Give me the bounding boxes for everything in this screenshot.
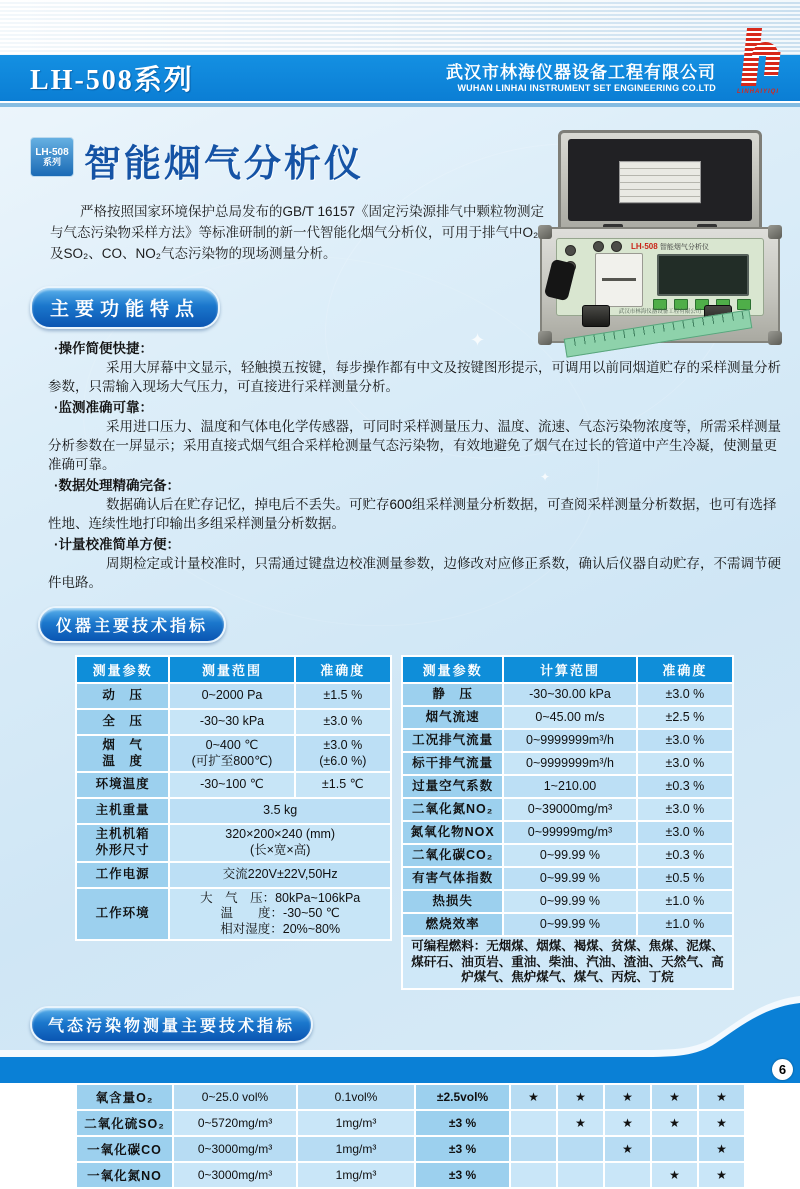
star-icon: ★	[716, 1167, 727, 1182]
model-star-cell	[511, 1085, 556, 1109]
spec-param-cell: 烟 气 温 度	[77, 736, 168, 771]
series-badge	[30, 137, 74, 177]
spec-value-cell: ±3.0 %	[638, 684, 732, 705]
spec-column-header: 测量范围	[170, 657, 293, 682]
model-star-cell	[699, 1085, 744, 1109]
case-lid	[558, 130, 762, 230]
gas-accuracy-cell: ±3 %	[416, 1137, 509, 1161]
model-star-cell	[558, 1085, 603, 1109]
page-number: 6	[772, 1059, 793, 1080]
spec-row	[403, 868, 732, 889]
panel-title	[631, 242, 709, 252]
star-icon: ★	[622, 1115, 633, 1130]
spec-param-cell: 主机机箱 外形尺寸	[77, 825, 168, 860]
star-icon: ★	[528, 1089, 539, 1104]
model-star-cell	[652, 1111, 697, 1135]
gas-range-cell: 0~3000mg/m³	[174, 1163, 296, 1187]
spec-column-header: 准确度	[296, 657, 390, 682]
header-bar	[0, 55, 800, 101]
spec-row	[403, 914, 732, 935]
spec-value-cell: 0~99999mg/m³	[504, 822, 636, 843]
spec-value-cell: 0~9999999m³/h	[504, 730, 636, 751]
sparkle-icon: ✦	[470, 330, 486, 350]
model-empty-cell	[511, 1163, 556, 1187]
spec-value-cell: 0~99.99 %	[504, 914, 636, 935]
feature-heading: ·数据处理精确完备：	[54, 478, 180, 493]
spec-row	[403, 730, 732, 751]
spec-value-cell: ±3.0 %	[638, 799, 732, 820]
gas-row	[77, 1137, 744, 1161]
spec-value-cell: ±3.0 %	[296, 710, 390, 734]
spec-value-cell: ±1.5 ℃	[296, 773, 390, 797]
panel-label-text: 智能烟气分析仪	[659, 244, 709, 251]
spec-value-cell: 0~9999999m³/h	[504, 753, 636, 774]
gas-param-cell: 一氧化碳CO	[77, 1137, 172, 1161]
gas-range-cell: 0~25.0 vol%	[174, 1085, 296, 1109]
logo-stroke	[764, 52, 781, 76]
spec-param-cell: 静 压	[403, 684, 502, 705]
spec-column-header: 测量参数	[77, 657, 168, 682]
spec-row	[77, 825, 390, 860]
model-empty-cell	[558, 1163, 603, 1187]
star-icon: ★	[716, 1141, 727, 1156]
instrument-spec-table-left	[75, 655, 392, 941]
star-icon: ★	[575, 1115, 586, 1130]
feature-body: 数据确认后在贮存记忆，掉电后不丢失。可贮存600组采样测量分析数据，可查阅采样测量分析数据，也可有选择性地、连续性地打印输出多组采样测量分析数据。	[48, 497, 777, 531]
gas-resolution-cell: 1mg/m³	[298, 1111, 414, 1135]
series-badge-suffix: 系列	[42, 156, 61, 167]
printer-slot	[595, 253, 643, 307]
spec-row	[403, 684, 732, 705]
spec-param-cell: 烟气流速	[403, 707, 502, 728]
star-icon: ★	[622, 1141, 633, 1156]
spec-value-cell: ±1.0 %	[638, 891, 732, 912]
logo-h-icon	[729, 28, 789, 86]
product-photo	[540, 130, 780, 368]
star-icon: ★	[716, 1089, 727, 1104]
gas-row	[77, 1111, 744, 1135]
spec-value-cell: ±1.5 %	[296, 684, 390, 708]
star-icon: ★	[716, 1115, 727, 1130]
gas-param-cell: 二氧化硫SO₂	[77, 1111, 172, 1135]
spec-value-cell: 0~99.99 %	[504, 891, 636, 912]
model-star-cell	[605, 1111, 650, 1135]
spec-value-cell: ±0.3 %	[638, 845, 732, 866]
spec-row	[403, 753, 732, 774]
gas-param-cell: 一氧化氮NO	[77, 1163, 172, 1187]
section-title-instrument-specs: 仪器主要技术指标	[38, 606, 226, 643]
model-empty-cell	[511, 1137, 556, 1161]
feature-heading: ·计量校准简单方便：	[54, 537, 180, 552]
case-lid-inner	[568, 139, 752, 221]
spec-value-cell: 3.5 kg	[170, 799, 390, 823]
series-title: LH-508系列	[30, 65, 194, 96]
spec-row	[403, 776, 732, 797]
spec-value-cell: 0~400 ℃ (可扩至800℃)	[170, 736, 293, 771]
product-intro: 严格按照国家环境保护总局发布的GB/T 16157《固定污染源排气中颗粒物测定与气态污染物采样方法》等标准研制的新一代智能化烟气分析仪，可用于排气中O₂及SO₂、CO、NO₂气态污染物的现场测量分析。	[50, 204, 545, 261]
series-badge-model: LH-508	[35, 146, 69, 158]
logo-text: LINHAIYIQI	[736, 89, 779, 95]
case-body	[540, 227, 780, 343]
gas-row	[77, 1163, 744, 1187]
spec-param-cell: 工作电源	[77, 863, 168, 887]
header-pinstripes	[0, 0, 800, 55]
spec-value-cell: 0~2000 Pa	[170, 684, 293, 708]
footer-curve	[0, 1001, 800, 1083]
case-corner	[768, 225, 782, 239]
spec-param-cell: 二氧化氮NO₂	[403, 799, 502, 820]
star-icon: ★	[622, 1089, 633, 1104]
spec-value-cell: -30~100 ℃	[170, 773, 293, 797]
spec-value-cell: 1~210.00	[504, 776, 636, 797]
spec-column-header: 准确度	[638, 657, 732, 682]
spec-value-cell: 0~39000mg/m³	[504, 799, 636, 820]
spec-value-cell: ±1.0 %	[638, 914, 732, 935]
spec-param-cell: 标干排气流量	[403, 753, 502, 774]
company-name-en: WUHAN LINHAI INSTRUMENT SET ENGINEERING CO.LTD	[457, 82, 716, 93]
gas-row	[77, 1085, 744, 1109]
spec-value-cell: -30~30 kPa	[170, 710, 293, 734]
gas-accuracy-cell: ±3 %	[416, 1111, 509, 1135]
page-header	[0, 0, 800, 107]
section-title-gas-specs: 气态污染物测量主要技术指标	[30, 1006, 313, 1043]
spec-value-cell: 交流220V±22V,50Hz	[170, 863, 390, 887]
feature-heading: ·监测准确可靠：	[54, 400, 153, 415]
spec-value-cell: ±3.0 %	[638, 822, 732, 843]
spec-value-cell: ±0.3 %	[638, 776, 732, 797]
model-star-cell	[605, 1137, 650, 1161]
panel-caption: 武汉市林海仪器设备工程有限公司	[618, 309, 702, 315]
case-corner	[768, 331, 782, 345]
model-star-cell	[699, 1111, 744, 1135]
gas-resolution-cell: 1mg/m³	[298, 1137, 414, 1161]
model-star-cell	[699, 1163, 744, 1187]
case-corner	[538, 331, 552, 345]
spec-tables-row	[75, 655, 770, 990]
feature-body: 采用大屏幕中文显示，轻触摸五按键，每步操作都有中文及按键图形提示，可调用以前同烟道贮存的采样测量分析参数，只需输入现场大气压力，可直接进行采样测量分析。	[48, 360, 781, 394]
spec-row	[77, 684, 390, 708]
feature-list	[48, 339, 790, 592]
spec-param-cell: 全 压	[77, 710, 168, 734]
lcd-display	[657, 254, 749, 296]
spec-value-cell: ±0.5 %	[638, 868, 732, 889]
spec-value-cell: ±2.5 %	[638, 707, 732, 728]
spec-row	[77, 736, 390, 771]
spec-param-cell: 工作环境	[77, 889, 168, 940]
company-name-cn: 武汉市林海仪器设备工程有限公司	[446, 63, 716, 83]
sparkle-icon: ✦	[540, 470, 551, 484]
gas-accuracy-cell: ±3 %	[416, 1163, 509, 1187]
model-empty-cell	[558, 1137, 603, 1161]
spec-value-cell: 320×200×240 (mm) (长×宽×高)	[170, 825, 390, 860]
star-icon: ★	[669, 1167, 680, 1182]
logo-stroke	[741, 28, 762, 86]
gas-range-cell: 0~3000mg/m³	[174, 1137, 296, 1161]
spec-row	[403, 891, 732, 912]
company-logo	[726, 28, 790, 104]
spec-param-cell: 有害气体指数	[403, 868, 502, 889]
spec-param-cell: 主机重量	[77, 799, 168, 823]
spec-row	[77, 863, 390, 887]
spec-column-header: 测量参数	[403, 657, 502, 682]
spec-row	[403, 707, 732, 728]
gas-accuracy-cell: ±2.5vol%	[416, 1085, 509, 1109]
model-star-cell	[652, 1163, 697, 1187]
spec-param-cell: 动 压	[77, 684, 168, 708]
connector-port	[593, 241, 604, 252]
model-empty-cell	[605, 1163, 650, 1187]
spec-value-cell: 0~99.99 %	[504, 845, 636, 866]
case-corner	[538, 225, 552, 239]
spec-param-cell: 过量空气系数	[403, 776, 502, 797]
spec-param-cell: 燃烧效率	[403, 914, 502, 935]
case-latch	[582, 305, 610, 327]
model-star-cell	[605, 1085, 650, 1109]
spec-value-cell: ±3.0 %	[638, 730, 732, 751]
fuel-note: 可编程燃料：无烟煤、烟煤、褐煤、贫煤、焦煤、泥煤、煤矸石、油页岩、重油、柴油、汽油、渣油、天然气、高炉煤气、焦炉煤气、煤气、丙烷、丁烷	[403, 937, 732, 988]
model-star-cell	[699, 1137, 744, 1161]
product-title: 智能烟气分析仪	[84, 143, 364, 184]
model-empty-cell	[652, 1137, 697, 1161]
spec-value-cell: 0~45.00 m/s	[504, 707, 636, 728]
spec-value-cell: 大 气 压：80kPa~106kPa 温 度：-30~50 ℃ 相对湿度：20%~80%	[170, 889, 390, 940]
instrument-spec-table-right	[401, 655, 734, 990]
header-divider-2	[0, 103, 800, 107]
spec-value-cell: ±3.0 % (±6.0 %)	[296, 736, 390, 771]
company-block	[446, 63, 716, 93]
connector-port	[565, 245, 576, 256]
spec-row	[77, 799, 390, 823]
spec-row	[77, 773, 390, 797]
spec-row	[403, 799, 732, 820]
star-icon: ★	[669, 1115, 680, 1130]
gas-resolution-cell: 0.1vol%	[298, 1085, 414, 1109]
model-star-cell	[652, 1085, 697, 1109]
gas-param-cell: 氧含量O₂	[77, 1085, 172, 1109]
feature-heading: ·操作简便快捷：	[54, 341, 153, 356]
page-footer	[0, 1001, 800, 1083]
spec-value-cell: ±3.0 %	[638, 753, 732, 774]
spec-value-cell: -30~30.00 kPa	[504, 684, 636, 705]
spec-row	[403, 822, 732, 843]
spec-param-cell: 环境温度	[77, 773, 168, 797]
feature-body: 采用进口压力、温度和气体电化学传感器，可同时采样测量压力、温度、流速、气态污染物浓度等，所需采样测量分析参数在一屏显示；采用直接式烟气组合采样枪测量气态污染物，有效地避免了烟气在过长的管道中产生冷凝，使测量更准确可靠。	[48, 419, 781, 472]
spec-row	[403, 845, 732, 866]
section-title-features: 主要功能特点	[30, 286, 220, 329]
spec-param-cell: 工况排气流量	[403, 730, 502, 751]
spec-param-cell: 二氧化碳CO₂	[403, 845, 502, 866]
model-star-cell	[558, 1111, 603, 1135]
spec-param-cell: 氮氧化物NOX	[403, 822, 502, 843]
lid-label	[619, 161, 701, 203]
gas-range-cell: 0~5720mg/m³	[174, 1111, 296, 1135]
model-empty-cell	[511, 1111, 556, 1135]
spec-row	[77, 889, 390, 940]
star-icon: ★	[575, 1089, 586, 1104]
spec-param-cell: 热损失	[403, 891, 502, 912]
connector-port	[611, 241, 622, 252]
feature-body: 周期检定或计量校准时，只需通过键盘边校准测量参数，边修改对应修正系数，确认后仪器自动贮存，不需调节硬件电路。	[48, 556, 781, 590]
panel-model-text: LH-508	[631, 242, 658, 251]
spec-column-header: 计算范围	[504, 657, 636, 682]
star-icon: ★	[669, 1089, 680, 1104]
spec-value-cell: 0~99.99 %	[504, 868, 636, 889]
gas-resolution-cell: 1mg/m³	[298, 1163, 414, 1187]
spec-row	[77, 710, 390, 734]
